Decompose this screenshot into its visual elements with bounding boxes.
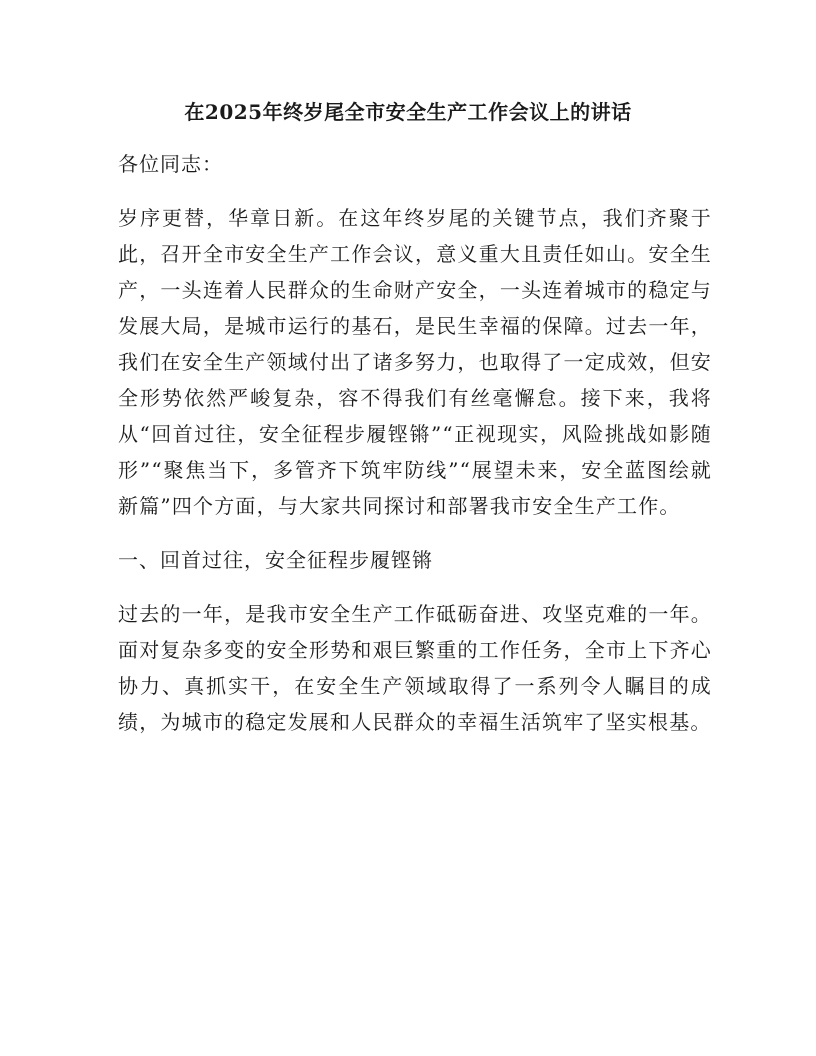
intro-paragraph: 岁序更替，华章日新。在这年终岁尾的关键节点，我们齐聚于此，召开全市安全生产工作会议，意义重大且责任如山。安全生产，一头连着人民群众的生命财产安全，一头连着城市的稳定与发展大局，是城市运行的基石，是民生幸福的保障。过去一年，我们在安全生产领域付出了诸多努力，也取得了一定成效，但安全形势依然严峻复杂，容不得我们有丝毫懈怠。接下来，我将从“回首过往，安全征程步履铿锵”“正视现实，风险挑战如影随形”“聚焦当下，多管齐下筑牢防线”“展望未来，安全蓝图绘就新篇”四个方面，与大家共同探讨和部署我市安全生产工作。 [118, 206, 712, 518]
salutation: 各位同志： [118, 152, 223, 176]
document-title: 在2025年终岁尾全市安全生产工作会议上的讲话 [184, 100, 632, 124]
section-paragraph: 过去的一年，是我市安全生产工作砥砺奋进、攻坚克难的一年。面对复杂多变的安全形势和艰巨繁重的工作任务，全市上下齐心协力、真抓实干，在安全生产领域取得了一系列令人瞩目的成绩，为城市的稳定发展和人民群众的幸福生活筑牢了坚实根基。 [118, 602, 712, 734]
document-body [118, 146, 712, 758]
section-heading: 一、回首过往，安全征程步履铿锵 [118, 548, 433, 572]
